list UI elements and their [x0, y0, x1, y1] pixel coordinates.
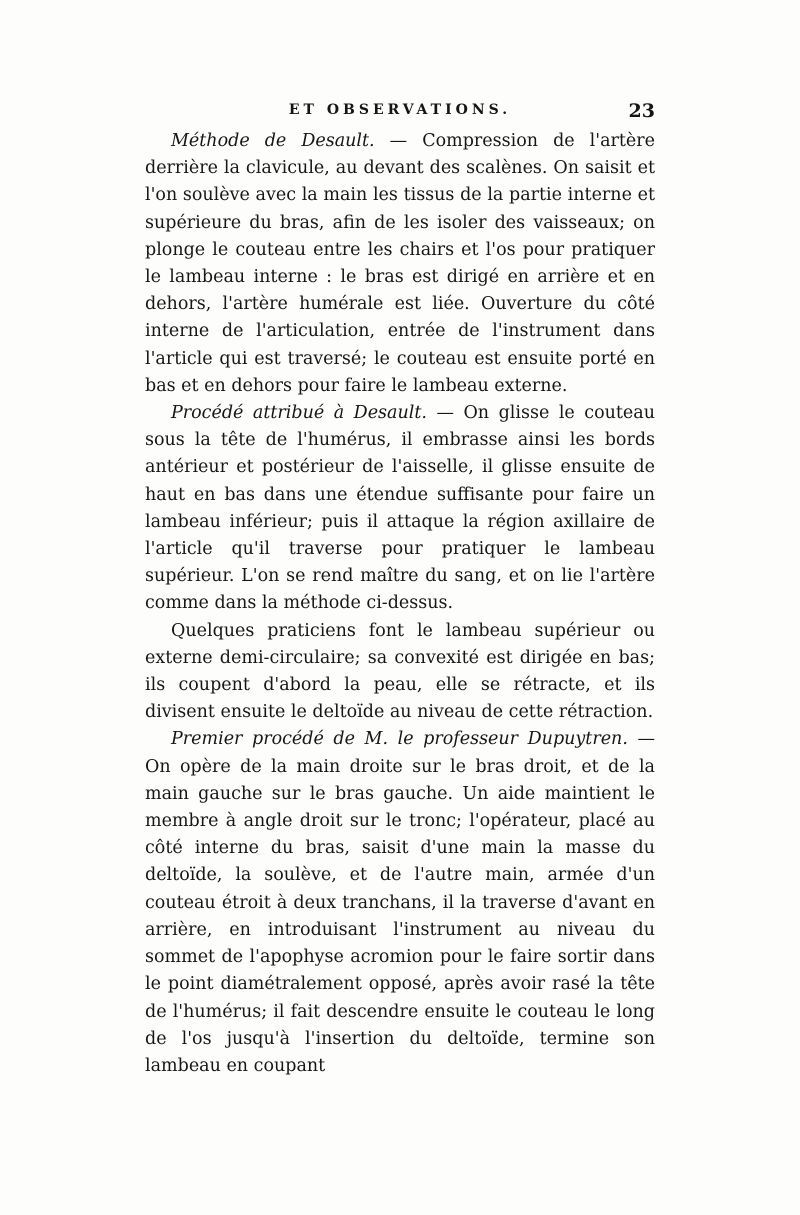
section-heading-dupuytren-procedure: Premier procédé de M. le professeur Dupuytren.	[171, 729, 628, 750]
paragraph-desault-method	[145, 128, 655, 400]
page-header	[145, 100, 655, 130]
paragraph-practitioners	[145, 618, 655, 727]
page-number: 23	[628, 100, 655, 122]
paragraph-dupuytren-procedure	[145, 726, 655, 1080]
body-text	[145, 128, 655, 1080]
paragraph-text: — Compression de l'artère derrière la clavicule, au devant des scalènes. On saisit et l'on soulève avec la main les tissus de la partie interne et supérieure du bras, afin de les isoler des vaisseaux; on plonge le couteau entre les chairs et l'os pour pratiquer le lambeau interne : le bras est dirigé en arrière et en dehors, l'artère humérale est liée. Ouverture du côté interne de l'articulation, entrée de l'instrument dans l'article qui est traversé; le couteau est ensuite porté en bas et en dehors pour faire le lambeau externe.	[145, 131, 656, 396]
section-heading-desault-method: Méthode de Desault.	[171, 131, 375, 151]
paragraph-text: — On glisse le couteau sous la tête de l'humérus, il embrasse ainsi les bords antérieur et postérieur de l'aisselle, il glisse ensuite de haut en bas dans une étendue suffisante pour faire un lambeau inférieur; puis il attaque la région axillaire de l'article qu'il traverse pour pratiquer le lambeau supérieur. L'on se rend maître du sang, et on lie l'artère comme dans la méthode ci-dessus.	[145, 403, 655, 614]
paragraph-desault-procedure	[145, 400, 655, 618]
paragraph-text: Quelques praticiens font le lambeau supérieur ou externe demi-circulaire; sa convexité est dirigée en bas; ils coupent d'abord la peau, elle se rétracte, et ils divisent ensuite le deltoïde au niveau de cette rétraction.	[145, 620, 655, 723]
section-heading-desault-procedure: Procédé attribué à Desault.	[171, 403, 427, 424]
running-head: ET OBSERVATIONS.	[288, 102, 512, 118]
paragraph-text: — On opère de la main droite sur le bras droit, et de la main gauche sur le bras gauche. Un aide maintient le membre à angle droit sur le tronc; l'opérateur, placé au côté interne du bras, saisit d'une main la masse du deltoïde, la soulève, et de l'autre main, armée d'un couteau étroit à deux tranchans, il la traverse d'avant en arrière, en introduisant l'instrument au niveau du sommet de l'apophyse acromion pour le faire sortir dans le point diamétralement opposé, après avoir rasé la tête de l'humérus; il fait descendre ensuite le couteau le long de l'os jusqu'à l'insertion du deltoïde, termine son lambeau en coupant	[145, 729, 655, 1076]
